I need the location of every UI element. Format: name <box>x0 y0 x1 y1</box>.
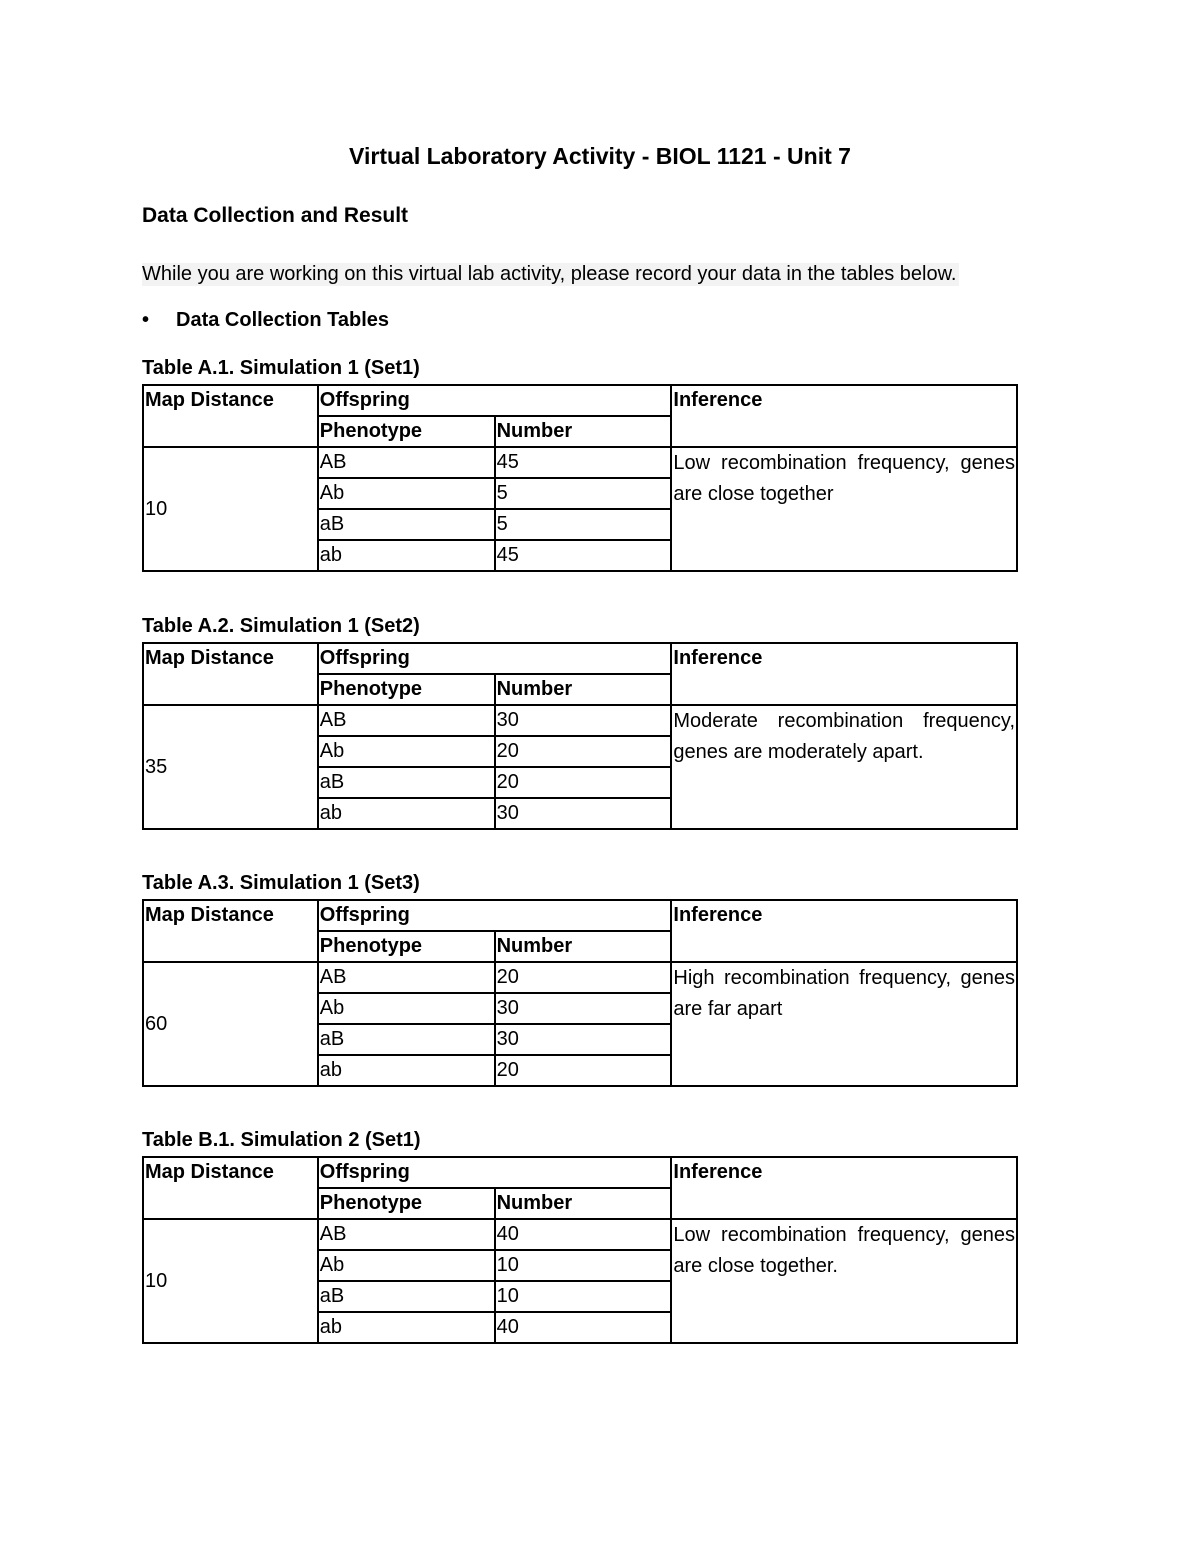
header-phenotype: Phenotype <box>318 931 495 962</box>
table-a2-block <box>142 611 1018 830</box>
document-title: Virtual Laboratory Activity - BIOL 1121 - Unit 7 <box>349 143 851 169</box>
inference-cell: High recombination frequency, genes are far apart <box>671 962 1017 1086</box>
header-map-distance: Map Distance <box>143 643 318 705</box>
number-cell: 20 <box>495 962 672 993</box>
header-phenotype: Phenotype <box>318 1188 495 1219</box>
phenotype-cell: Ab <box>318 478 495 509</box>
table-caption: Table B.1. Simulation 2 (Set1) <box>142 1129 421 1151</box>
bullet-item <box>142 309 389 332</box>
number-cell: 20 <box>495 767 672 798</box>
phenotype-cell: ab <box>318 1312 495 1343</box>
number-cell: 5 <box>495 478 672 509</box>
bullet-icon: • <box>142 309 150 331</box>
phenotype-cell: AB <box>318 705 495 736</box>
phenotype-cell: Ab <box>318 1250 495 1281</box>
header-number: Number <box>495 1188 672 1219</box>
phenotype-cell: aB <box>318 1024 495 1055</box>
data-table <box>142 642 1018 830</box>
map-distance-value: 60 <box>143 962 318 1086</box>
header-phenotype: Phenotype <box>318 674 495 705</box>
header-number: Number <box>495 416 672 447</box>
header-offspring: Offspring <box>318 643 672 674</box>
map-distance-value: 35 <box>143 705 318 829</box>
table-a3-block <box>142 868 1018 1087</box>
phenotype-cell: aB <box>318 1281 495 1312</box>
number-cell: 40 <box>495 1219 672 1250</box>
header-offspring: Offspring <box>318 385 672 416</box>
table-caption: Table A.3. Simulation 1 (Set3) <box>142 872 420 894</box>
header-inference: Inference <box>671 900 1017 962</box>
bullet-label: Data Collection Tables <box>176 309 390 331</box>
table-a1-block <box>142 353 1018 572</box>
map-distance-value: 10 <box>143 447 318 571</box>
number-cell: 10 <box>495 1281 672 1312</box>
header-map-distance: Map Distance <box>143 1157 318 1219</box>
number-cell: 20 <box>495 1055 672 1086</box>
header-phenotype: Phenotype <box>318 416 495 447</box>
header-inference: Inference <box>671 643 1017 705</box>
table-caption: Table A.1. Simulation 1 (Set1) <box>142 357 420 379</box>
number-cell: 30 <box>495 993 672 1024</box>
phenotype-cell: ab <box>318 1055 495 1086</box>
number-cell: 45 <box>495 540 672 571</box>
phenotype-cell: Ab <box>318 736 495 767</box>
header-number: Number <box>495 931 672 962</box>
number-cell: 20 <box>495 736 672 767</box>
phenotype-cell: Ab <box>318 993 495 1024</box>
number-cell: 10 <box>495 1250 672 1281</box>
table-b1-block <box>142 1125 1018 1344</box>
data-table <box>142 1156 1018 1344</box>
header-offspring: Offspring <box>318 900 672 931</box>
intro-paragraph: While you are working on this virtual lab activity, please record your data in the tables below. <box>142 263 957 285</box>
inference-cell: Low recombination frequency, genes are close together <box>671 447 1017 571</box>
number-cell: 5 <box>495 509 672 540</box>
number-cell: 30 <box>495 798 672 829</box>
phenotype-cell: AB <box>318 447 495 478</box>
data-table <box>142 384 1018 572</box>
inference-cell: Low recombination frequency, genes are close together. <box>671 1219 1017 1343</box>
phenotype-cell: AB <box>318 1219 495 1250</box>
inference-cell: Moderate recombination frequency, genes are moderately apart. <box>671 705 1017 829</box>
data-table <box>142 899 1018 1087</box>
map-distance-value: 10 <box>143 1219 318 1343</box>
number-cell: 30 <box>495 705 672 736</box>
number-cell: 30 <box>495 1024 672 1055</box>
phenotype-cell: ab <box>318 798 495 829</box>
number-cell: 45 <box>495 447 672 478</box>
header-map-distance: Map Distance <box>143 385 318 447</box>
number-cell: 40 <box>495 1312 672 1343</box>
header-number: Number <box>495 674 672 705</box>
phenotype-cell: AB <box>318 962 495 993</box>
phenotype-cell: aB <box>318 767 495 798</box>
header-offspring: Offspring <box>318 1157 672 1188</box>
header-map-distance: Map Distance <box>143 900 318 962</box>
phenotype-cell: aB <box>318 509 495 540</box>
header-inference: Inference <box>671 1157 1017 1219</box>
section-heading: Data Collection and Result <box>142 204 409 227</box>
table-caption: Table A.2. Simulation 1 (Set2) <box>142 615 420 637</box>
phenotype-cell: ab <box>318 540 495 571</box>
header-inference: Inference <box>671 385 1017 447</box>
